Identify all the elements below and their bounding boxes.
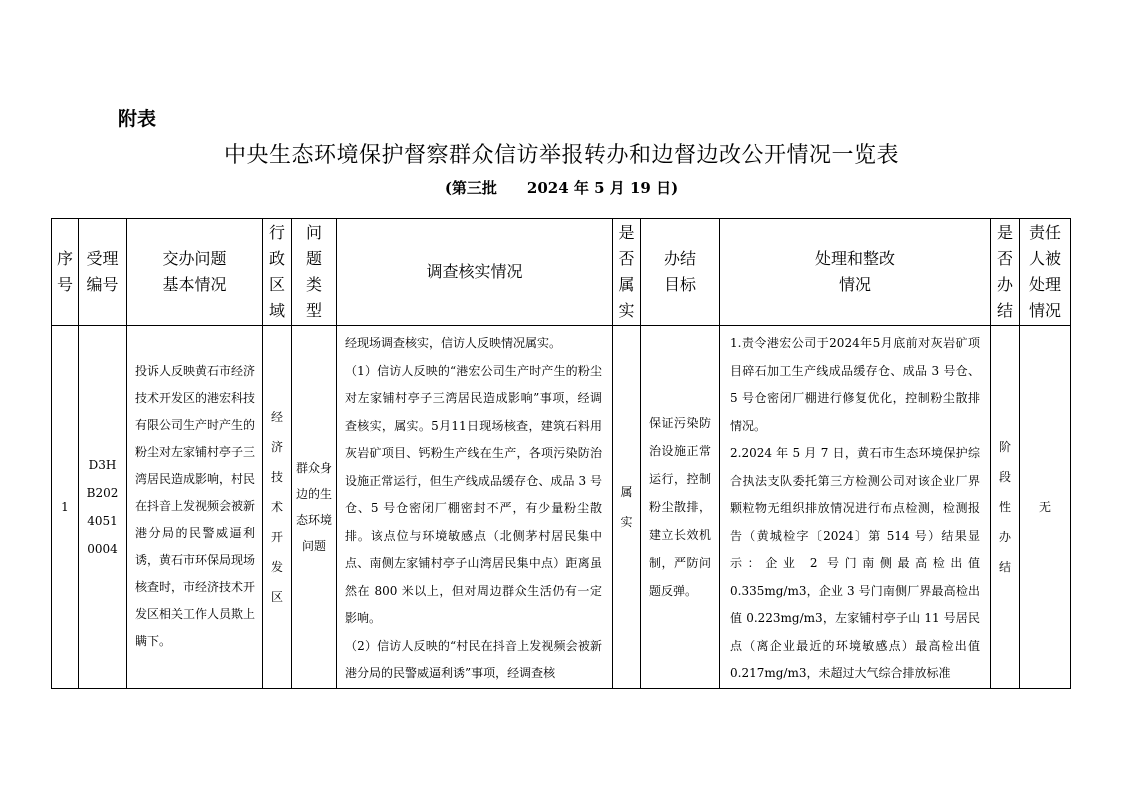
page-title: 中央生态环境保护督察群众信访举报转办和边督边改公开情况一览表 bbox=[223, 143, 899, 168]
cell-code: D3HB20240510004 bbox=[79, 326, 127, 689]
header-seq: 序号 bbox=[52, 219, 79, 326]
investigation-paragraph: 经现场调查核实，信访人反映情况属实。 bbox=[345, 336, 562, 350]
cell-completed: 阶段性办结 bbox=[991, 326, 1020, 689]
header-code: 受理编号 bbox=[79, 219, 127, 326]
header-type: 问题类型 bbox=[292, 219, 337, 326]
investigation-paragraph: （1）信访人反映的“港宏公司生产时产生的粉尘对左家铺村亭子三湾居民造成影响”事项，经调查核实，属实。5月11日现场核查，建筑石料用灰岩矿项目、钙粉生产线在生产，各项污染防治设施正常运行，但生产线成品缓存仓、成品 3 号仓、5 号仓密闭厂棚密封不严，有少量粉尘散排。该点位与环境敏感点（北侧茅村居民集中点、南侧左家铺村亭子山湾居民集中点）距离虽然在 800 米以上，但对周边群众生活仍有一定影响。 bbox=[345, 363, 602, 625]
cell-handling bbox=[720, 326, 991, 689]
cell-seq: 1 bbox=[52, 326, 79, 689]
header-issue: 交办问题基本情况 bbox=[127, 219, 263, 326]
cell-investigation bbox=[337, 326, 613, 689]
header-accountability: 责任人被处理情况 bbox=[1020, 219, 1071, 326]
cell-type: 群众身边的生态环境问题 bbox=[292, 326, 337, 689]
table-header-row bbox=[52, 219, 1071, 326]
cell-issue: 投诉人反映黄石市经济技术开发区的港宏科技有限公司生产时产生的粉尘对左家铺村亭子三湾居民造成影响，村民在抖音上发视频会被新港分局的民警威逼利诱，黄石市环保局现场核查时，市经济技术开发区相关工作人员欺上瞒下。 bbox=[127, 326, 263, 689]
cell-region: 经济技术开发区 bbox=[263, 326, 292, 689]
investigation-paragraph: （2）信访人反映的“村民在抖音上发视频会被新港分局的民警威逼利诱”事项，经调查核 bbox=[345, 638, 602, 680]
header-completed: 是否办结 bbox=[991, 219, 1020, 326]
cell-target: 保证污染防治设施正常运行，控制粉尘散排，建立长效机制，严防问题反弹。 bbox=[641, 326, 720, 689]
handling-paragraph: 2.2024 年 5 月 7 日，黄石市生态环境保护综合执法支队委托第三方检测公司对该企业厂界颗粒物无组织排放情况进行布点检测，检测报告（黄城检字〔2024〕第 514 号）结果显示：企业 2 号门南侧最高检出值 0.335mg/m3，企业 3 号门南侧厂界最高检出值 0.223mg/m3，左家铺村亭子山 11 号居民点（离企业最近的环境敏感点）最高检出值 0.217mg/m3，未超过大气综合排放标准 bbox=[730, 446, 980, 680]
appendix-label: 附表 bbox=[118, 108, 157, 130]
header-target: 办结目标 bbox=[641, 219, 720, 326]
cell-accountability: 无 bbox=[1020, 326, 1071, 689]
header-region: 行政区域 bbox=[263, 219, 292, 326]
header-handling: 处理和整改情况 bbox=[720, 219, 991, 326]
disclosure-table bbox=[51, 218, 1071, 689]
handling-paragraph: 1.责令港宏公司于2024年5月底前对灰岩矿项目碎石加工生产线成品缓存仓、成品 3 号仓、5 号仓密闭厂棚进行修复优化，控制粉尘散排情况。 bbox=[730, 336, 980, 433]
header-investigation: 调查核实情况 bbox=[337, 219, 613, 326]
cell-verified: 属实 bbox=[613, 326, 641, 689]
page-subtitle: (第三批 2024 年 5 月 19 日) bbox=[444, 179, 679, 197]
table-row bbox=[52, 326, 1071, 689]
header-verified: 是否属实 bbox=[613, 219, 641, 326]
